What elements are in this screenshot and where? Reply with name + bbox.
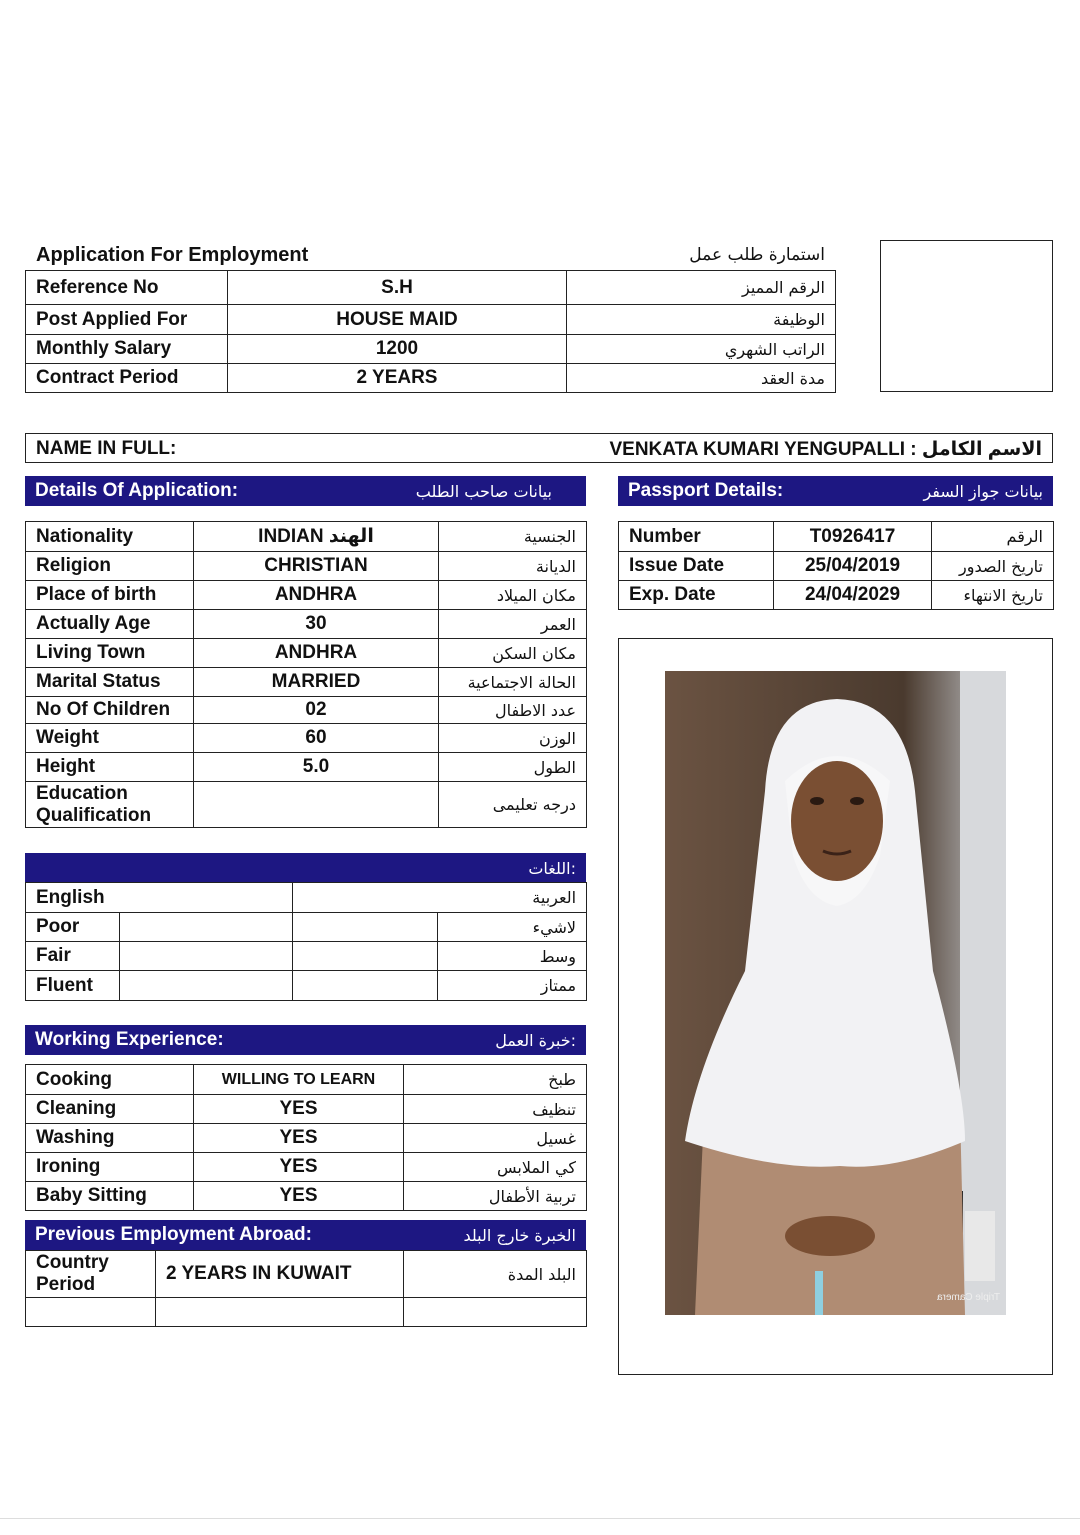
religion-value: CHRISTIAN (194, 552, 439, 581)
previous-value: 2 YEARS IN KUWAIT (156, 1251, 404, 1298)
weight-label: Weight (26, 724, 194, 753)
passport-number-value: T0926417 (774, 522, 932, 552)
applicant-photo (665, 671, 1006, 1315)
table-row (26, 522, 587, 552)
poor-label: Poor (26, 913, 120, 942)
passport-number-label-ar: الرقم (932, 522, 1054, 552)
ironing-value: YES (194, 1153, 404, 1182)
table-row (26, 913, 587, 942)
poor-label-ar: لاشيء (438, 913, 587, 942)
cooking-value: WILLING TO LEARN (194, 1065, 404, 1095)
details-header (25, 476, 586, 506)
marital-label-ar: الحالة الاجتماعية (439, 668, 587, 697)
children-value: 02 (194, 697, 439, 724)
religion-label: Religion (26, 552, 194, 581)
table-row (26, 942, 587, 971)
table-row (26, 1251, 587, 1298)
fluent-label-ar: ممتاز (438, 971, 587, 1001)
name-row (25, 433, 1053, 463)
previous-table (25, 1250, 587, 1327)
table-row (619, 552, 1054, 581)
exp-date-label-ar: تاريخ الانتهاء (932, 581, 1054, 610)
birthplace-label-ar: مكان الميلاد (439, 581, 587, 610)
height-label-ar: الطول (439, 753, 587, 782)
table-row (26, 639, 587, 668)
baby-sitting-value: YES (194, 1182, 404, 1211)
washing-value: YES (194, 1124, 404, 1153)
table-row (26, 668, 587, 697)
name-label: NAME IN FULL: (36, 438, 177, 459)
education-label (26, 782, 194, 828)
country-period-label (26, 1251, 156, 1298)
issue-date-label: Issue Date (619, 552, 774, 581)
poor-arabic-cell (293, 913, 438, 942)
table-row (26, 724, 587, 753)
reference-label-ar: الرقم المميز (567, 271, 836, 305)
table-row (26, 971, 587, 1001)
birthplace-label: Place of birth (26, 581, 194, 610)
salary-label-ar: الراتب الشهري (567, 335, 836, 364)
cleaning-label-ar: تنظيف (404, 1095, 587, 1124)
education-label-line2: Qualification (36, 804, 152, 826)
cooking-label-ar: طبخ (404, 1065, 587, 1095)
experience-table (25, 1064, 587, 1211)
passport-table (618, 521, 1054, 610)
washing-label: Washing (26, 1124, 194, 1153)
nationality-value: INDIAN الهند (194, 522, 439, 552)
issue-date-value: 25/04/2019 (774, 552, 932, 581)
cleaning-value: YES (194, 1095, 404, 1124)
empty-cell (26, 1298, 156, 1327)
living-town-label-ar: مكان السكن (439, 639, 587, 668)
period-label: Period (36, 1274, 96, 1295)
form-title-ar: استمارة طلب عمل (689, 245, 825, 265)
nationality-label-ar: الجنسية (439, 522, 587, 552)
reference-value: S.H (228, 271, 567, 305)
reference-label: Reference No (26, 271, 228, 305)
children-label-ar: عدد الاطفال (439, 697, 587, 724)
issue-date-label-ar: تاريخ الصدور (932, 552, 1054, 581)
children-label: No Of Children (26, 697, 194, 724)
poor-english-cell (120, 913, 293, 942)
table-row (26, 305, 836, 335)
cooking-label: Cooking (26, 1065, 194, 1095)
living-town-value: ANDHRA (194, 639, 439, 668)
height-label: Height (26, 753, 194, 782)
applicant-photo-drawing (665, 671, 1006, 1315)
passport-number-label: Number (619, 522, 774, 552)
english-label: English (26, 883, 293, 913)
fair-label-ar: وسط (438, 942, 587, 971)
previous-header (25, 1220, 586, 1250)
table-row (26, 782, 587, 828)
name-value: VENKATA KUMARI YENGUPALLI : الاسم الكامل (609, 439, 1042, 460)
ironing-label: Ironing (26, 1153, 194, 1182)
passport-header (618, 476, 1053, 506)
fair-english-cell (120, 942, 293, 971)
post-label: Post Applied For (26, 305, 228, 335)
previous-label-ar: البلد المدة (404, 1251, 587, 1298)
contract-label: Contract Period (26, 364, 228, 393)
fair-arabic-cell (293, 942, 438, 971)
arabic-label: العربية (293, 883, 587, 913)
experience-title-ar: خبرة العمل: (495, 1030, 576, 1050)
education-label-line1: Education (36, 782, 128, 804)
experience-title-en: Working Experience: (35, 1029, 224, 1050)
fluent-arabic-cell (293, 971, 438, 1001)
nationality-label: Nationality (26, 522, 194, 552)
height-value: 5.0 (194, 753, 439, 782)
details-title-ar: بيانات صاحب الطلب (415, 481, 552, 501)
post-value: HOUSE MAID (228, 305, 567, 335)
table-row (26, 883, 587, 913)
form-title-en: Application For Employment (36, 244, 309, 266)
ironing-label-ar: كي الملابس (404, 1153, 587, 1182)
contract-value: 2 YEARS (228, 364, 567, 393)
table-row (26, 364, 836, 393)
washing-label-ar: غسيل (404, 1124, 587, 1153)
top-info-table (25, 270, 836, 393)
baby-sitting-label-ar: تربية الأطفال (404, 1182, 587, 1211)
age-label-ar: العمر (439, 610, 587, 639)
table-row (619, 581, 1054, 610)
weight-value: 60 (194, 724, 439, 753)
table-row (619, 522, 1054, 552)
table-row (26, 1124, 587, 1153)
languages-header (25, 853, 586, 883)
empty-cell (404, 1298, 587, 1327)
details-table (25, 521, 587, 828)
photo-watermark: Triple Camera (937, 1292, 1000, 1303)
marital-value: MARRIED (194, 668, 439, 697)
living-town-label: Living Town (26, 639, 194, 668)
table-row (26, 1095, 587, 1124)
education-value (194, 782, 439, 828)
passport-title-en: Passport Details: (628, 480, 784, 501)
baby-sitting-label: Baby Sitting (26, 1182, 194, 1211)
previous-title-en: Previous Employment Abroad: (35, 1224, 312, 1245)
salary-label: Monthly Salary (26, 335, 228, 364)
table-row (26, 335, 836, 364)
cleaning-label: Cleaning (26, 1095, 194, 1124)
table-row (26, 552, 587, 581)
languages-title-ar: اللغات: (528, 858, 576, 878)
table-row (26, 581, 587, 610)
exp-date-value: 24/04/2029 (774, 581, 932, 610)
age-value: 30 (194, 610, 439, 639)
exp-date-label: Exp. Date (619, 581, 774, 610)
salary-value: 1200 (228, 335, 567, 364)
weight-label-ar: الوزن (439, 724, 587, 753)
previous-title-ar: الخبرة خارج البلد (463, 1225, 576, 1245)
empty-cell (156, 1298, 404, 1327)
religion-label-ar: الديانة (439, 552, 587, 581)
education-label-ar: درجه تعليمى (439, 782, 587, 828)
experience-header (25, 1025, 586, 1055)
age-label: Actually Age (26, 610, 194, 639)
fair-label: Fair (26, 942, 120, 971)
birthplace-value: ANDHRA (194, 581, 439, 610)
table-row (26, 753, 587, 782)
table-row (26, 1298, 587, 1327)
stamp-box (880, 240, 1053, 392)
fluent-label: Fluent (26, 971, 120, 1001)
table-row (26, 697, 587, 724)
passport-title-ar: بيانات جواز السفر (923, 481, 1043, 501)
table-row (26, 1153, 587, 1182)
marital-label: Marital Status (26, 668, 194, 697)
fluent-english-cell (120, 971, 293, 1001)
country-label: Country (36, 1252, 109, 1273)
table-row (26, 1065, 587, 1095)
contract-label-ar: مدة العقد (567, 364, 836, 393)
post-label-ar: الوظيفة (567, 305, 836, 335)
table-row (26, 271, 836, 305)
table-row (26, 1182, 587, 1211)
languages-table (25, 882, 587, 1001)
details-title-en: Details Of Application: (35, 480, 239, 501)
table-row (26, 610, 587, 639)
page-bottom-line (0, 1518, 1080, 1519)
